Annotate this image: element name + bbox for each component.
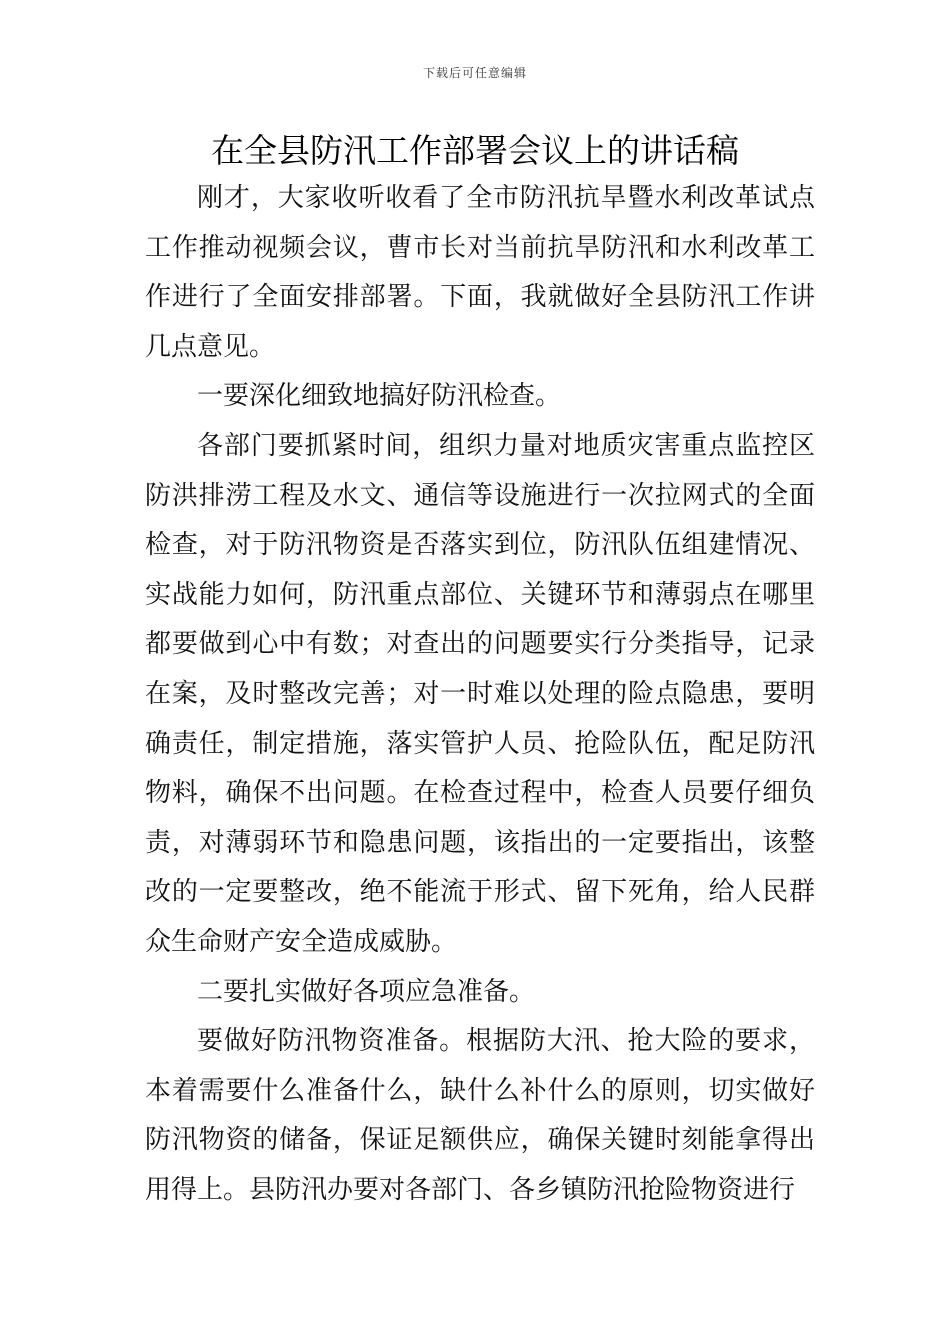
paragraph-materials: 要做好防汛物资准备。根据防大汛、抢大险的要求，本着需要什么准备什么，缺什么补什么的原则，切实做好防汛物资的储备，保证足额供应，确保关键时刻能拿得出用得上。县防汛办要对各部门、各乡镇防汛抢险物资进行 [145,1026,815,1205]
document-body [145,174,815,1215]
paragraph-intro: 刚才，大家收听收看了全市防汛抗旱暨水利改革试点工作推动视频会议，曹市长对当前抗旱防汛和水利改革工作进行了全面安排部署。下面，我就做好全县防汛工作讲几点意见。 [145,183,815,362]
paragraph-inspection: 各部门要抓紧时间，组织力量对地质灾害重点监控区防洪排涝工程及水文、通信等设施进行一次拉网式的全面检查，对于防汛物资是否落实到位，防汛队伍组建情况、实战能力如何，防汛重点部位、关键环节和薄弱点在哪里都要做到心中有数；对查出的问题要实行分类指导，记录在案，及时整改完善；对一时难以处理的险点隐患，要明确责任，制定措施，落实管护人员、抢险队伍，配足防汛物料，确保不出问题。在检查过程中，检查人员要仔细负责，对薄弱环节和隐患问题，该指出的一定要指出，该整改的一定要整改，绝不能流于形式、留下死角，给人民群众生命财产安全造成威胁。 [145,430,815,957]
document-title: 在全县防汛工作部署会议上的讲话稿 [211,131,739,170]
paragraph-heading-2: 二要扎实做好各项应急准备。 [197,976,536,1007]
header-note: 下载后可任意编辑 [422,66,527,80]
paragraph-heading-1: 一要深化细致地搞好防汛检查。 [197,381,562,412]
